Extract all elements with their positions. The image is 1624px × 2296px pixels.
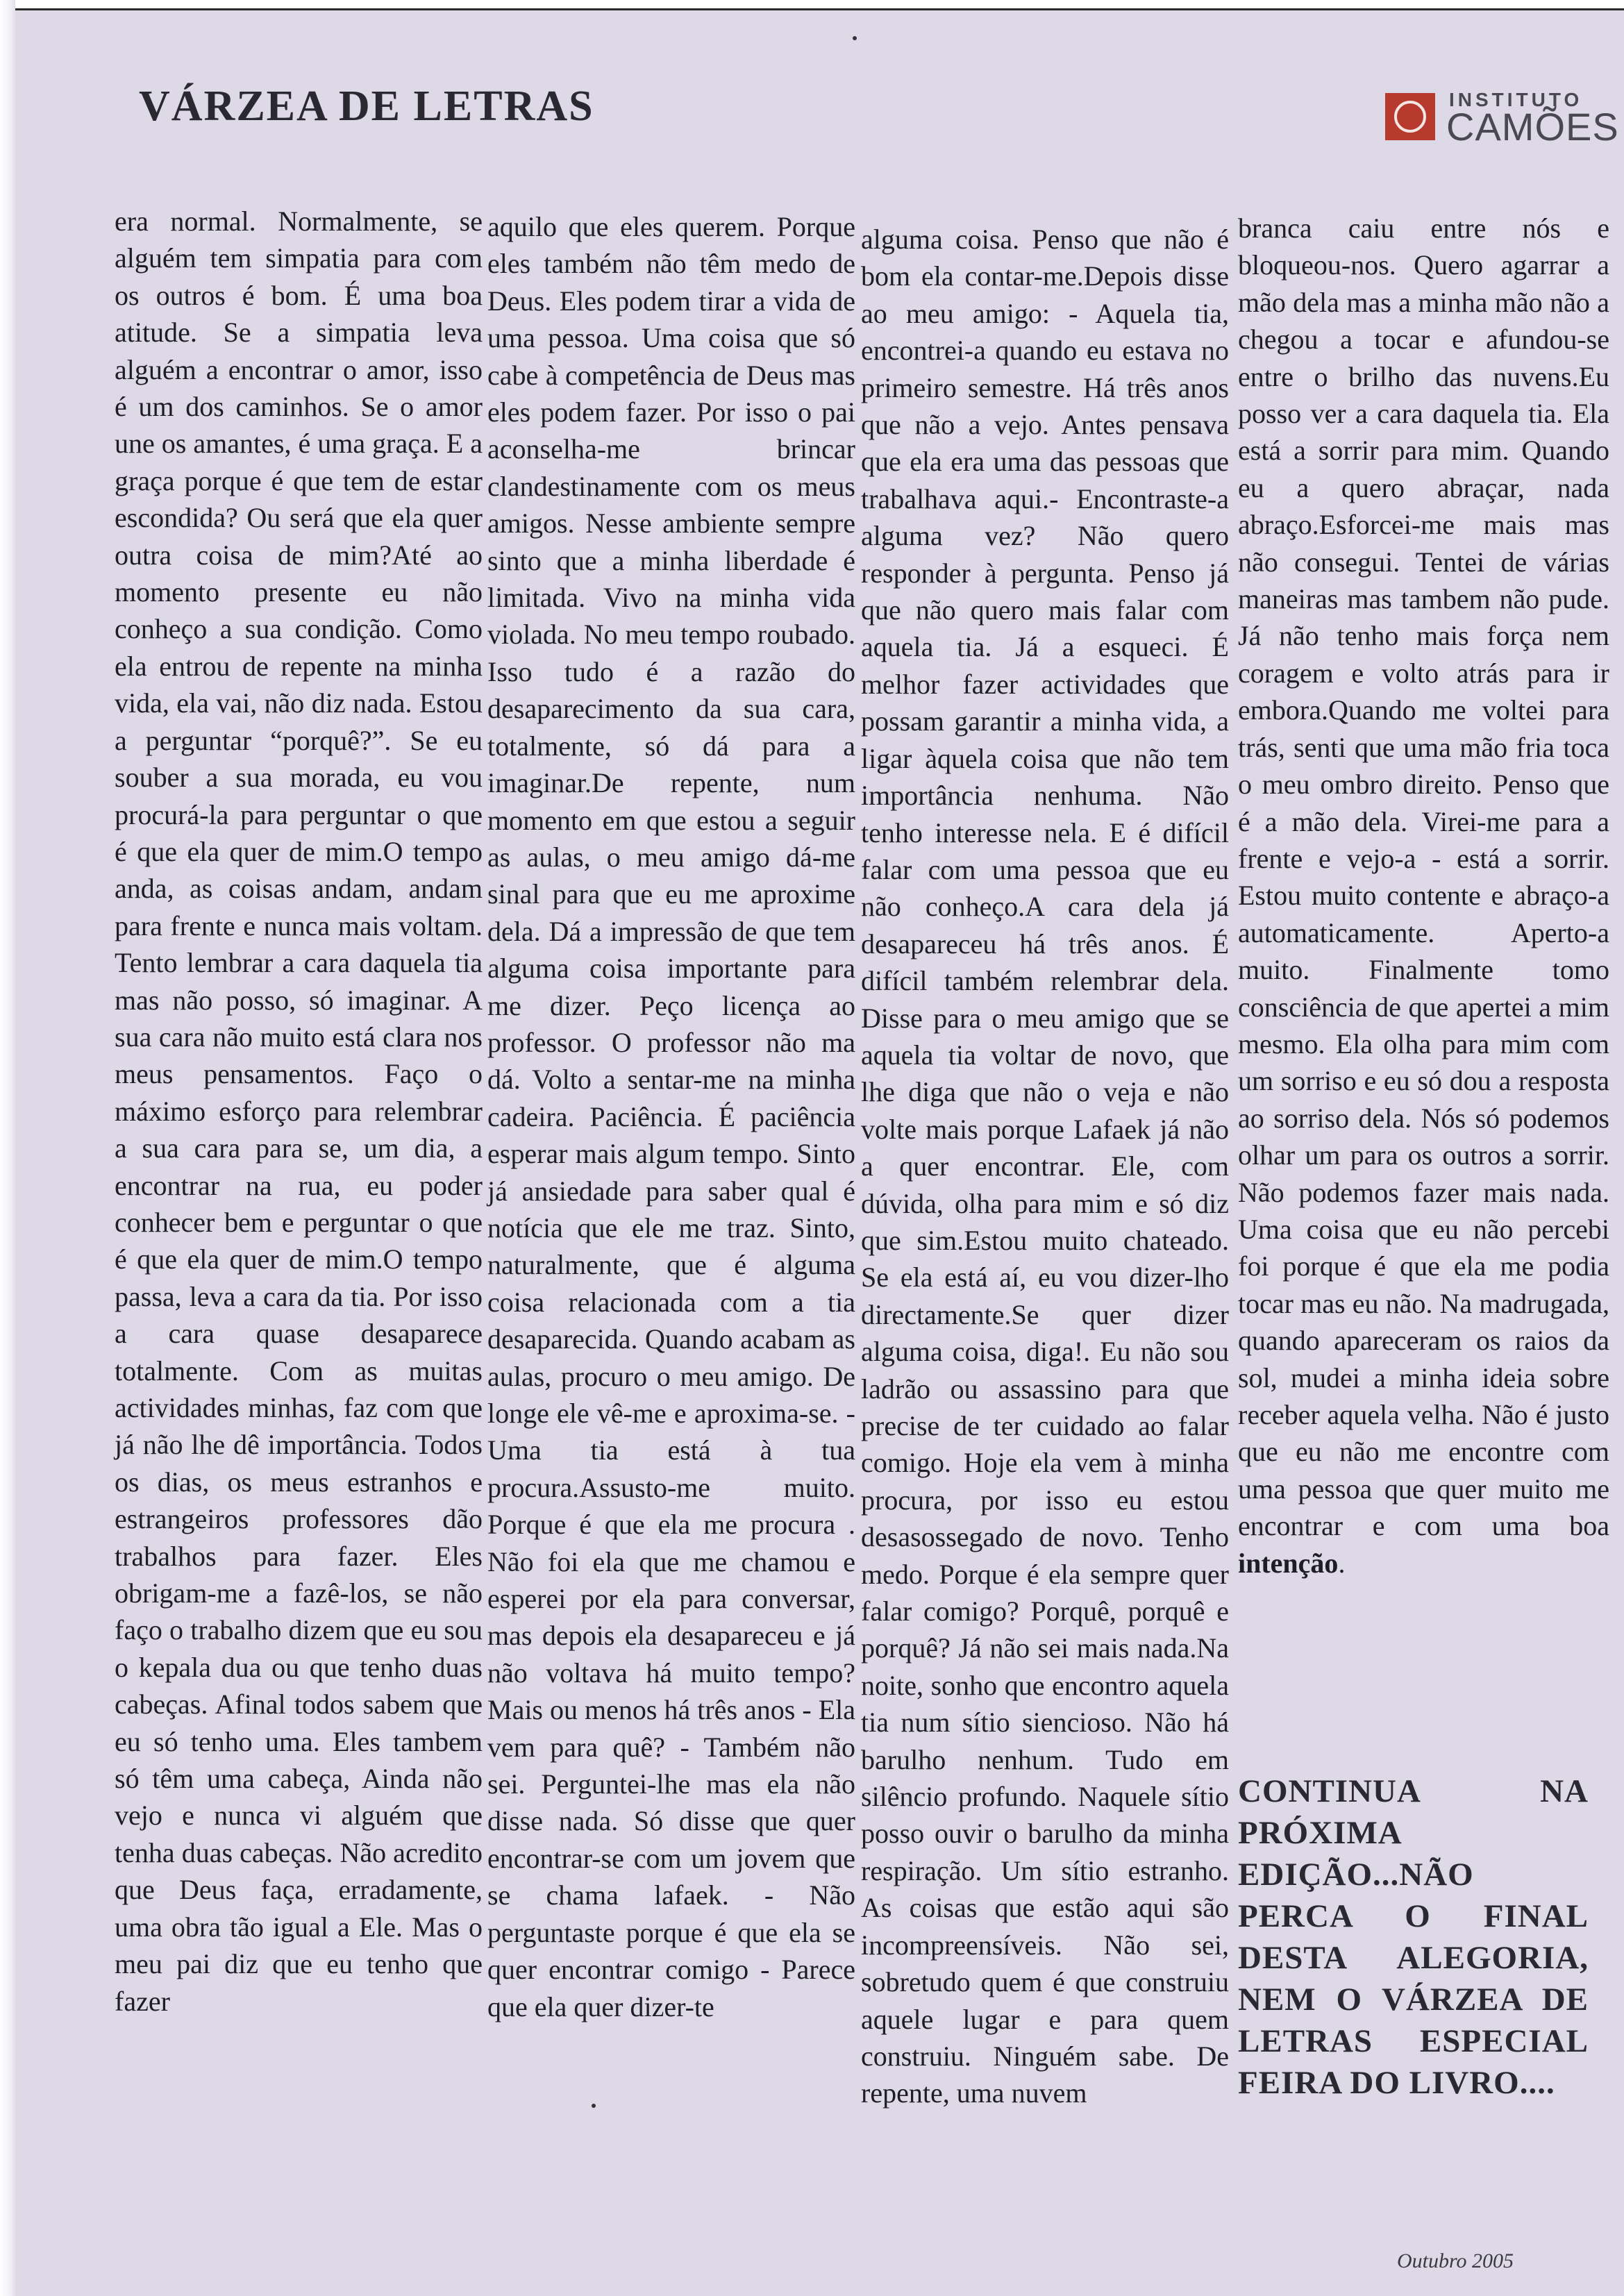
instituto-camoes-logo — [1385, 89, 1619, 149]
article-column-1: era normal. Normalmente, se alguém tem simpatia para com os outros é bom. É uma boa atitude. Se a simpatia leva alguém a encontrar o amor, isso é um dos caminhos. Se o amor une os amantes, é uma graça. E a graça porque é que tem de estar escondida? Ou será que ela quer outra coisa de mim?Até ao momento presente eu não conheço a sua condição. Como ela entrou de repente na minha vida, ela vai, não diz nada. Estou a perguntar “porquê?”. Se eu souber a sua morada, eu vou procurá-la para perguntar o que é que ela quer de mim.O tempo anda, as coisas andam, andam para frente e nunca mais voltam. Tento lembrar a cara daquela tia mas não posso, só imaginar. A sua cara não muito está clara nos meus pensamentos. Faço o máximo esforço para relembrar a sua cara para se, um dia, a encontrar na rua, eu poder conhecer bem e perguntar o que é que ela quer de mim.O tempo passa, leva a cara da tia. Por isso a cara quase desaparece totalmente. Com as muitas actividades minhas, faz com que já não lhe dê importância. Todos os dias, os meus estranhos e estrangeiros professores dão trabalhos para fazer. Eles obrigam-me a fazê-los, se não faço o trabalho dizem que eu sou o kepala dua ou que tenho duas cabeças. Afinal todos sabem que eu só tenho uma. Eles tambem só têm uma cabeça, Ainda não vejo e nunca vi alguém que tenha duas cabeças. Não acredito que Deus faça, erradamente, uma obra tão igual a Ele. Mas o meu pai diz que eu tenho que fazer — [115, 206, 483, 2017]
logo-main-text: CAMÕES — [1446, 105, 1619, 149]
article-column-3: alguma coisa. Penso que não é bom ela contar-me.Depois disse ao meu amigo: - Aquela tia, encontrei-a quando eu estava no primeiro semestre. Há três anos que não a vejo. Antes pensava que ela era uma das pessoas que trabalhava aqui.- Encontraste-a alguma vez? Não quero responder à pergunta. Penso já que não quero mais falar com aquela tia. Já a esqueci. É melhor fazer actividades que possam garantir a minha vida, a ligar àquela coisa que não tem importância nenhuma. Não tenho interesse nela. E é difícil falar com uma pessoa que eu não conheço.A cara dela já desapareceu há três anos. É difícil também relembrar dela. Disse para o meu amigo que se aquela tia voltar de novo, que lhe diga que não o veja e não volte mais porque Lafaek já não a quer encontrar. Ele, com dúvida, olha para mim e só diz que sim.Estou muito chateado. Se ela está aí, eu vou dizer-lho directamente.Se quer dizer alguma coisa, diga!. Eu não sou ladrão ou assassino para que precise de ter cuidado ao falar comigo. Hoje ela vem à minha procura, por isso eu estou desasossegado de novo. Tenho medo. Porque é ela sempre quer falar comigo? Porquê, porquê e porquê? Já não sei mais nada.Na noite, sonho que encontro aquela tia num sítio siencioso. Não há barulho nenhum. Tudo em silêncio profundo. Naquele sítio posso ouvir o barulho da minha respiração. Um sítio estranho. As coisas que estão aqui são incompreensíveis. Não sei, sobretudo quem é que construiu aquele lugar e para quem construiu. Ninguém sabe. De repente, uma nuvem — [861, 224, 1229, 2109]
column-4-final-punct: . — [1338, 1547, 1346, 1579]
camoes-emblem-icon — [1385, 93, 1435, 140]
section-title: VÁRZEA DE LETRAS — [139, 83, 594, 130]
scan-speck — [853, 36, 857, 40]
footer-date: Outubro 2005 — [1397, 2249, 1514, 2272]
top-rule — [0, 8, 1624, 10]
column-4-body: branca caiu entre nós e bloqueou-nos. Quero agarrar a mão dela mas a minha mão não a chegou a tocar e afundou-se entre o brilho das nuvens.Eu posso ver a cara daquela tia. Ela está a sorrir para mim. Quando eu a quero abraçar, nada abraço.Esforcei-me mais mas não consegui. Tentei de várias maneiras mas tambem não pude. Já não tenho mais força nem coragem e volto atrás para ir embora.Quando me voltei para trás, senti que uma mão fria toca o meu ombro direito. Penso que é a mão dela. Virei-me para a frente e vejo-a - está a sorrir. Estou muito contente e abraço-a automaticamente. Aperto-a muito. Finalmente tomo consciência de que apertei a mim mesmo. Ela olha para mim com um sorriso e eu só dou a resposta ao sorriso dela. Nós só podemos olhar um para os outros a sorrir. Não podemos fazer mais nada. Uma coisa que eu não percebi foi porque é que ela me podia tocar mas eu não. Na madrugada, quando apareceram os raios da sol, mudei a minha ideia sobre receber aquela velha. Não é justo que eu não me encontre com uma pessoa que quer muito me encontrar e com uma boa — [1238, 212, 1609, 1542]
article-column-4 — [1238, 210, 1609, 1582]
scan-left-edge — [0, 0, 15, 2296]
logo-small-text: INSTITUTO — [1449, 89, 1583, 110]
scan-speck — [592, 2104, 596, 2108]
article-column-2: aquilo que eles querem. Porque eles também não têm medo de Deus. Eles podem tirar a vida de uma pessoa. Uma coisa que só cabe à competência de Deus mas eles podem fazer. Por isso o pai aconselha-me brincar clandestinamente com os meus amigos. Nesse ambiente sempre sinto que a minha liberdade é limitada. Vivo na minha vida violada. No meu tempo roubado. Isso tudo é a razão do desaparecimento da sua cara, totalmente, só dá para a imaginar.De repente, num momento em que estou a seguir as aulas, o meu amigo dá-me sinal para que eu me aproxime dela. Dá a impressão de que tem alguma coisa importante para me dizer. Peço licença ao professor. O professor não ma dá. Volto a sentar-me na minha cadeira. Paciência. É paciência esperar mais algum tempo. Sinto já ansiedade para saber qual é notícia que ele me traz. Sinto, naturalmente, que é alguma coisa relacionada com a tia desaparecida. Quando acabam as aulas, procuro o meu amigo. De longe ele vê-me e aproxima-se. - Uma tia está à tua procura.Assusto-me muito. Porque é que ela me procura . Não foi ela que me chamou e esperei por ela para conversar, mas depois ela desapareceu e já não voltava há muito tempo? Mais ou menos há três anos - Ela vem para quê? - Também não sei. Perguntei-lhe mas ela não disse nada. Só disse que quer encontrar-se com um jovem que se chama lafaek. - Não perguntaste porque é que ela se quer encontrar comigo - Parece que ela quer dizer-te — [487, 211, 855, 2022]
continuation-notice: CONTINUA NA PRÓXIMA EDIÇÃO...NÃO PERCA O FINAL DESTA ALEGORIA, NEM O VÁRZEA DE LETRAS ESPECIAL FEIRA DO LIVRO.... — [1238, 1773, 1589, 2101]
column-4-final-word: intenção — [1238, 1547, 1339, 1579]
